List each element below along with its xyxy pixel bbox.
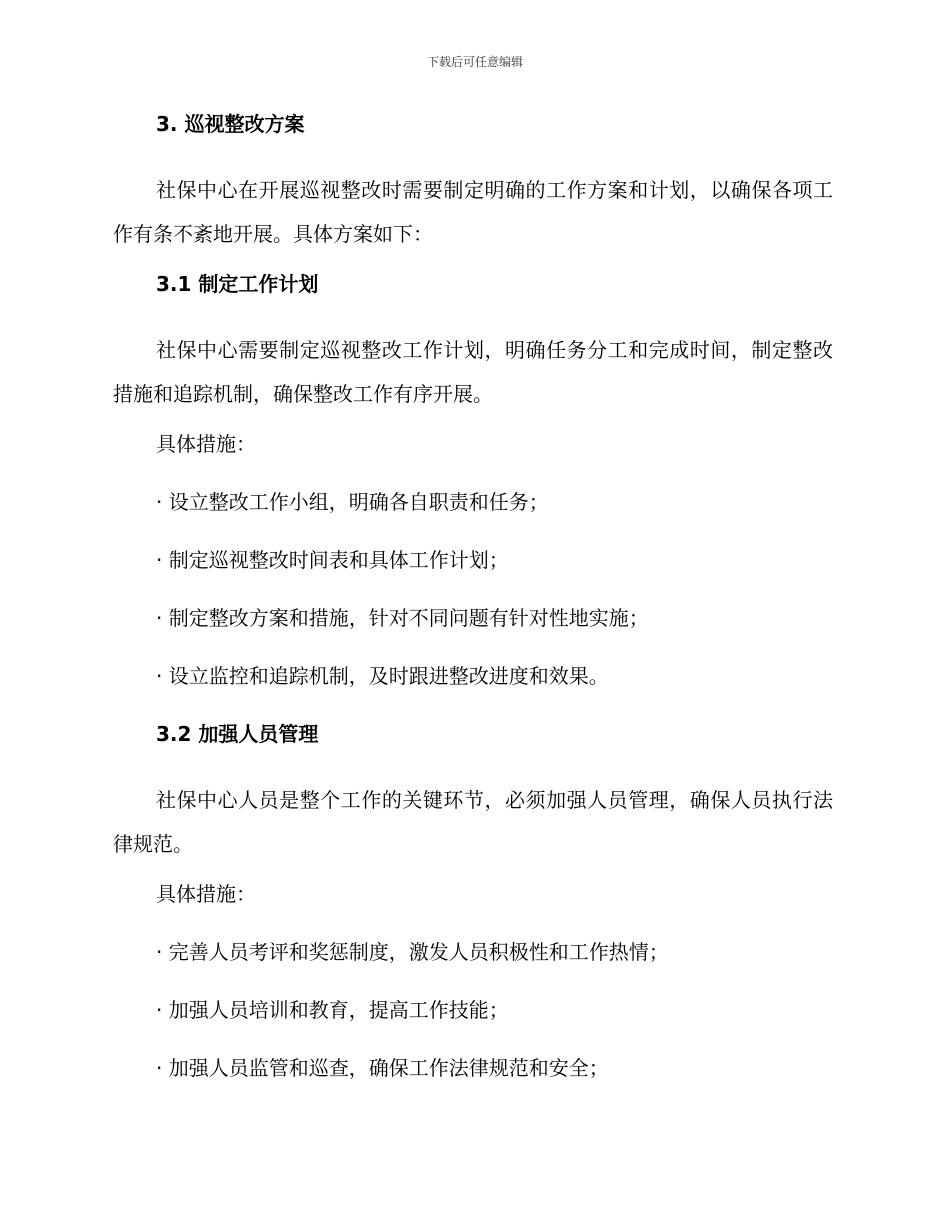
section-3-2-intro: 社保中心人员是整个工作的关键环节，必须加强人员管理，确保人员执行法律规范。	[113, 788, 833, 856]
list-item: · 完善人员考评和奖惩制度，激发人员积极性和工作热情；	[156, 940, 669, 964]
section-3-2-measures-label: 具体措施：	[156, 882, 256, 906]
section-3-heading: 3. 巡视整改方案	[156, 112, 305, 136]
list-item: · 设立监控和追踪机制，及时跟进整改进度和效果。	[156, 664, 609, 688]
list-item: · 加强人员监管和巡查，确保工作法律规范和安全；	[156, 1056, 609, 1080]
section-3-2-heading: 3.2 加强人员管理	[156, 722, 319, 746]
list-item: · 加强人员培训和教育，提高工作技能；	[156, 998, 509, 1022]
section-3-intro: 社保中心在开展巡视整改时需要制定明确的工作方案和计划，以确保各项工作有条不紊地开展。具体方案如下：	[113, 178, 833, 246]
section-3-1-intro: 社保中心需要制定巡视整改工作计划，明确任务分工和完成时间，制定整改措施和追踪机制，确保整改工作有序开展。	[113, 338, 833, 406]
list-item: · 制定巡视整改时间表和具体工作计划；	[156, 548, 509, 572]
list-item: · 制定整改方案和措施，针对不同问题有针对性地实施；	[156, 606, 649, 630]
list-item: · 设立整改工作小组，明确各自职责和任务；	[156, 490, 549, 514]
section-3-1-measures-label: 具体措施：	[156, 432, 256, 456]
section-3-1-heading: 3.1 制定工作计划	[156, 272, 319, 296]
header-note: 下载后可任意编辑	[426, 55, 523, 69]
document-body	[113, 110, 833, 1112]
